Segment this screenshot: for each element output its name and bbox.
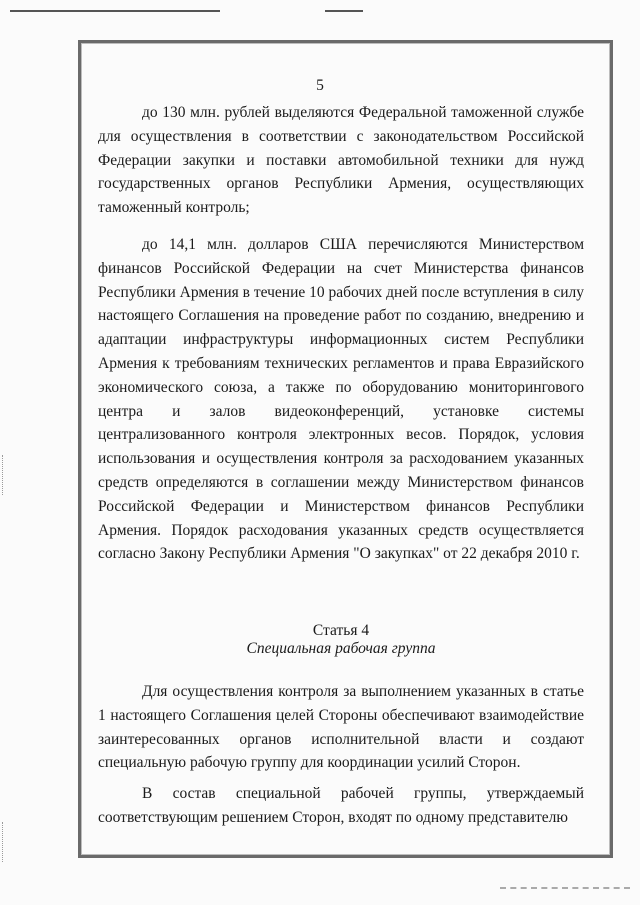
paragraph-article4-composition: В состав специальной рабочей группы, утверждаемый соответствующим решением Сторон, входят по одному представителю xyxy=(98,785,584,826)
scan-header-rule-right xyxy=(325,10,363,12)
scan-edge-mark xyxy=(2,822,4,862)
paragraph-finance-transfer: до 14,1 млн. долларов США перечисляются Министерством финансов Российской Федерации на счет Министерства финансов Республики Армения в течение 10 рабочих дней после вступления в силу настоящего Соглашения на проведение работ по созданию, внедрению и адаптации инфраструктуры информационных систем Республики Армения к требованиям технических регламентов и права Евразийского экономического союза, а также по оборудованию мониторингового центра и залов видеоконференций, установке системы централизованного контроля электронных весов. Порядок, условия использования и осуществления контроля за расходованием указанных средств определяются в соглашении между Министерством финансов Российской Федерации и Министерством финансов Республики Армения. Порядок расходования указанных средств осуществляется согласно Закону Республики Армения "О закупках" от 22 декабря 2010 г. xyxy=(98,236,584,563)
paragraph-customs-funding: до 130 млн. рублей выделяются Федеральной таможенной службе для осуществления в соответствии с законодательством Российской Федерации закупки и поставки автомобильной техники для нужд государственных органов Республики Армения, осуществляющих таможенный контроль; xyxy=(98,104,584,217)
scan-header-rule-left xyxy=(10,10,220,12)
paragraph-article4-cooperation: Для осуществления контроля за выполнением указанных в статье 1 настоящего Соглашения целей Стороны обеспечивают взаимодействие заинтересованных органов исполнительной власти и создают специальную рабочую группу для координации усилий Сторон. xyxy=(98,683,584,772)
scan-footer-dashes xyxy=(500,887,630,890)
scan-edge-mark xyxy=(2,455,4,495)
page-number: 5 xyxy=(316,77,324,94)
article-number: Статья 4 xyxy=(312,622,370,639)
article-title: Специальная рабочая группа xyxy=(246,640,436,657)
